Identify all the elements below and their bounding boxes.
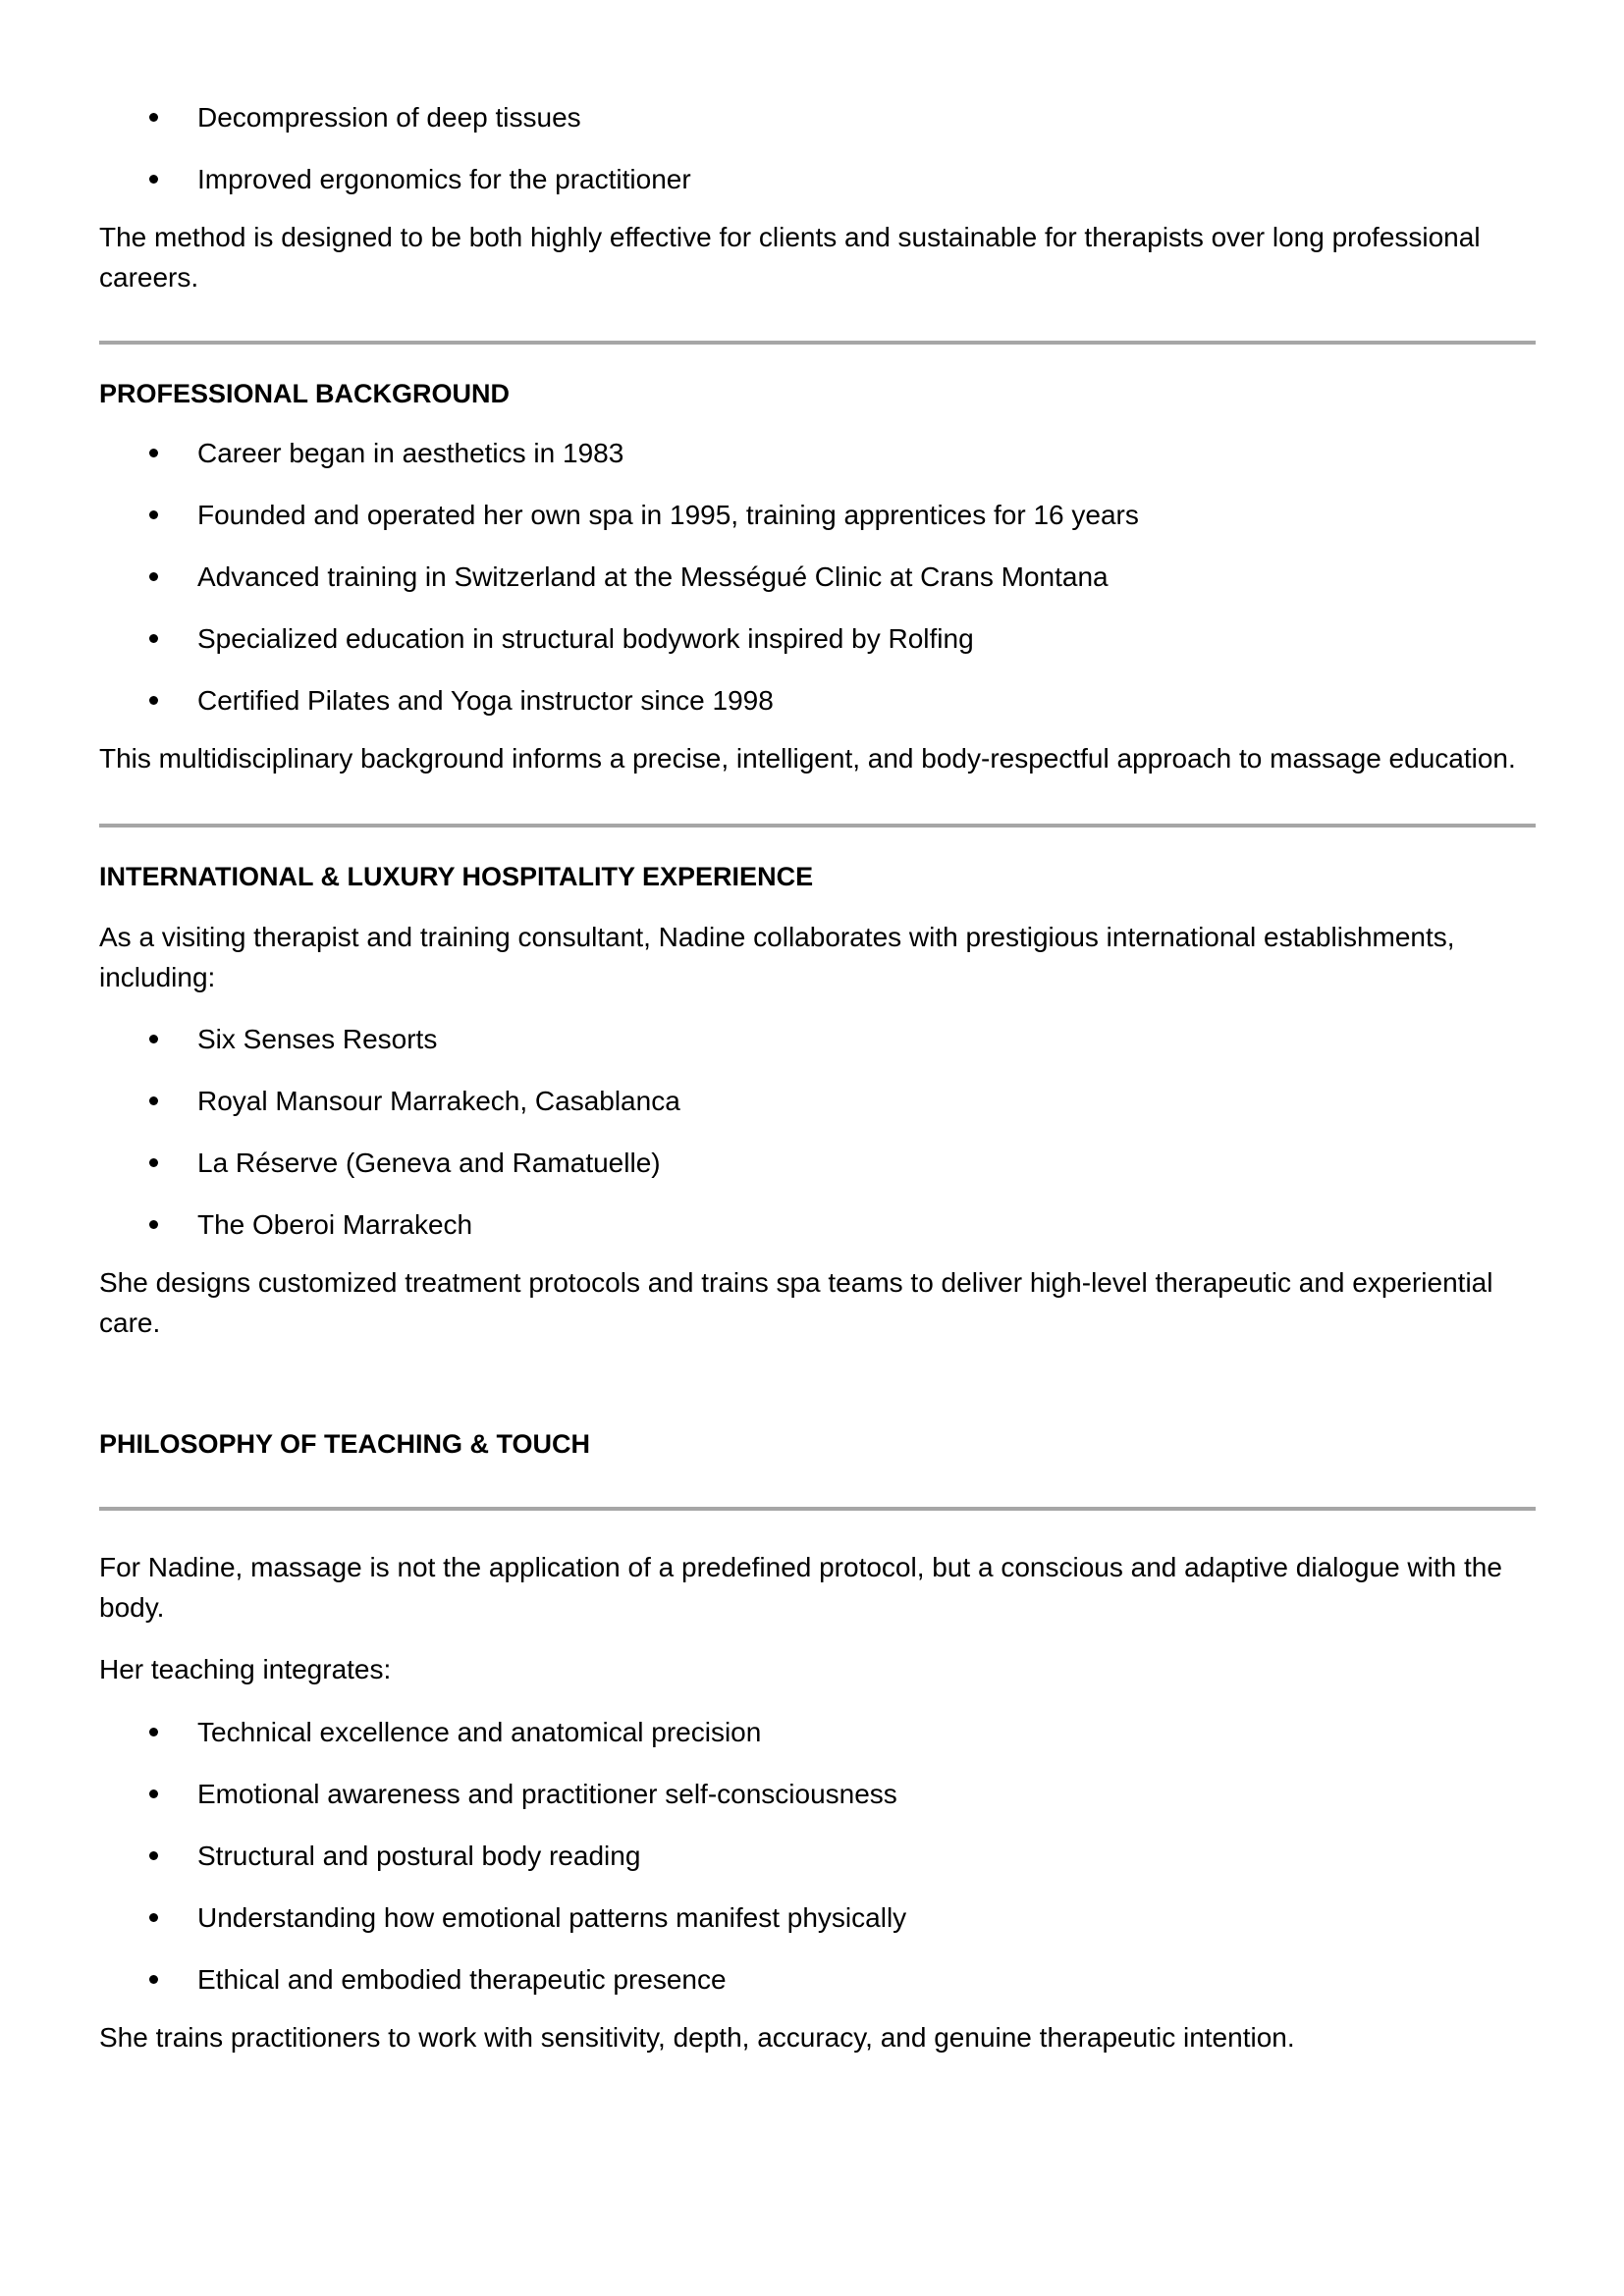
list-item xyxy=(99,615,1536,677)
list-item-text: Emotional awareness and practitioner self-consciousness xyxy=(197,1779,897,1809)
bullet-icon xyxy=(149,113,158,122)
list-item xyxy=(99,1709,1536,1771)
list-item-text: The Oberoi Marrakech xyxy=(197,1209,473,1240)
section-heading-professional-background: PROFESSIONAL BACKGROUND xyxy=(99,379,511,408)
list-item-text: Ethical and embodied therapeutic presence xyxy=(197,1964,727,1995)
list-item xyxy=(99,554,1536,615)
list-item xyxy=(99,1078,1536,1140)
bullet-icon xyxy=(149,1975,158,1984)
bullet-icon xyxy=(149,572,158,581)
document-page xyxy=(99,94,1536,2057)
list-item xyxy=(99,430,1536,492)
list-item-text: Structural and postural body reading xyxy=(197,1841,641,1871)
list-item xyxy=(99,1016,1536,1078)
list-item xyxy=(99,94,1536,156)
bullet-icon xyxy=(149,510,158,519)
list-item xyxy=(99,492,1536,554)
philosophy-closing-paragraph: She trains practitioners to work with sensitivity, depth, accuracy, and genuine therapeutic intention. xyxy=(99,2022,1295,2053)
section-divider xyxy=(99,824,1536,828)
section-divider xyxy=(99,1507,1536,1511)
bullet-icon xyxy=(149,634,158,643)
list-item-text: Decompression of deep tissues xyxy=(197,102,581,133)
bullet-icon xyxy=(149,1158,158,1167)
list-item-text: Advanced training in Switzerland at the Mességué Clinic at Crans Montana xyxy=(197,561,1109,592)
list-item-text: Technical excellence and anatomical precision xyxy=(197,1717,762,1747)
list-item-text: Certified Pilates and Yoga instructor since 1998 xyxy=(197,685,774,716)
bullet-icon xyxy=(149,1851,158,1860)
bullet-icon xyxy=(149,1913,158,1922)
bullet-icon xyxy=(149,1035,158,1043)
list-item xyxy=(99,1140,1536,1201)
hospitality-intro-paragraph: As a visiting therapist and training consultant, Nadine collaborates with prestigious international establishments, including: xyxy=(99,922,1455,992)
section-divider xyxy=(99,341,1536,345)
list-item xyxy=(99,1895,1536,1956)
professional-background-closing: This multidisciplinary background informs a precise, intelligent, and body-respectful approach to massage education. xyxy=(99,743,1516,774)
bullet-icon xyxy=(149,175,158,184)
section-heading-hospitality: INTERNATIONAL & LUXURY HOSPITALITY EXPERIENCE xyxy=(99,862,814,891)
list-item-text: Career began in aesthetics in 1983 xyxy=(197,438,624,468)
list-item xyxy=(99,1833,1536,1895)
bullet-icon xyxy=(149,696,158,705)
list-item-text: Understanding how emotional patterns manifest physically xyxy=(197,1902,907,1933)
intro-closing-paragraph: The method is designed to be both highly effective for clients and sustainable for therapists over long professional careers. xyxy=(99,222,1481,293)
list-item xyxy=(99,156,1536,218)
hospitality-list xyxy=(99,1016,1536,1263)
bullet-icon xyxy=(149,1220,158,1229)
professional-background-list xyxy=(99,430,1536,739)
section-heading-philosophy: PHILOSOPHY OF TEACHING & TOUCH xyxy=(99,1429,591,1459)
bullet-icon xyxy=(149,1728,158,1736)
bullet-icon xyxy=(149,449,158,457)
bullet-icon xyxy=(149,1789,158,1798)
list-item xyxy=(99,677,1536,739)
list-item-text: Founded and operated her own spa in 1995, training apprentices for 16 years xyxy=(197,500,1139,530)
list-item xyxy=(99,1956,1536,2018)
list-item-text: Royal Mansour Marrakech, Casablanca xyxy=(197,1086,680,1116)
intro-bullet-list xyxy=(99,94,1536,218)
philosophy-list xyxy=(99,1709,1536,2018)
list-item-text: La Réserve (Geneva and Ramatuelle) xyxy=(197,1148,661,1178)
list-item-text: Six Senses Resorts xyxy=(197,1024,438,1054)
list-item-text: Specialized education in structural bodywork inspired by Rolfing xyxy=(197,623,974,654)
philosophy-intro-paragraph: For Nadine, massage is not the application of a predefined protocol, but a conscious and adaptive dialogue with the body. xyxy=(99,1552,1502,1623)
hospitality-closing-paragraph: She designs customized treatment protocols and trains spa teams to deliver high-level therapeutic and experiential care. xyxy=(99,1267,1493,1338)
bullet-icon xyxy=(149,1096,158,1105)
list-item xyxy=(99,1201,1536,1263)
list-item-text: Improved ergonomics for the practitioner xyxy=(197,164,691,194)
philosophy-lead-text: Her teaching integrates: xyxy=(99,1654,392,1684)
list-item xyxy=(99,1771,1536,1833)
